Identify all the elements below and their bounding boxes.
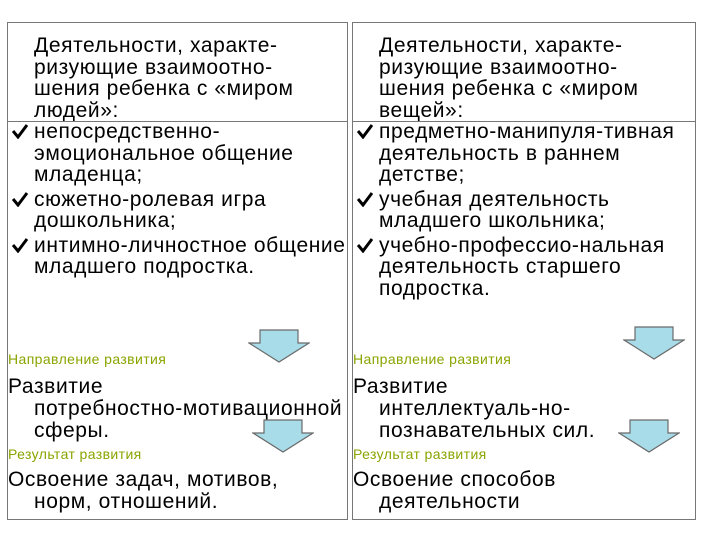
left-heading: Деятельности, характе-ризующие взаимоотно-шения ребенка с «миром людей»: (34, 34, 294, 122)
result-text: деятельности (379, 490, 521, 513)
left-column (7, 22, 348, 520)
development-text: интеллектуаль-но-познавательных сил. (379, 397, 596, 442)
list-item-text: учебно-профессио-нальная деятельность старшего подростка. (379, 233, 665, 300)
down-arrow-icon (248, 329, 310, 363)
right-column (352, 22, 696, 520)
development-title: Развитие (353, 375, 449, 398)
list-item (353, 121, 695, 186)
list-item-text: учебная деятельность младшего школьника; (379, 187, 610, 232)
result-title: Освоение задач, мотивов, (8, 468, 279, 491)
direction-label: Направление развития (8, 351, 167, 367)
check-icon (12, 123, 28, 139)
list-item (8, 189, 347, 232)
down-arrow-icon (623, 326, 685, 360)
result-text: норм, отношений. (34, 490, 219, 513)
list-item (8, 121, 347, 186)
development-title: Развитие (8, 375, 104, 398)
direction-label: Направление развития (353, 351, 512, 367)
result-title: Освоение способов (353, 468, 556, 491)
list-item-text: предметно-манипуля-тивная деятельность в раннем детстве; (379, 120, 675, 186)
development-text: потребностно-мотивационной сферы. (34, 397, 343, 442)
result-label: Результат развития (353, 446, 487, 462)
down-arrow-icon (618, 419, 680, 453)
right-heading: Деятельности, характе-ризующие взаимоотно-шения ребенка с «миром вещей»: (379, 34, 639, 122)
check-icon (357, 237, 373, 253)
right-activity-list (353, 121, 695, 302)
list-item (353, 235, 695, 300)
list-item (353, 189, 695, 232)
check-icon (357, 191, 373, 207)
result-label: Результат развития (8, 446, 142, 462)
list-item-text: непосредственно-эмоциональное общение младенца; (34, 120, 294, 186)
down-arrow-icon (252, 419, 314, 453)
list-item (8, 235, 347, 278)
check-icon (357, 123, 373, 139)
check-icon (12, 237, 28, 253)
list-item-text: сюжетно-ролевая игра дошкольника; (34, 187, 267, 232)
list-item-text: интимно-личностное общение младшего подростка. (34, 233, 346, 278)
check-icon (12, 191, 28, 207)
left-activity-list (8, 121, 347, 281)
